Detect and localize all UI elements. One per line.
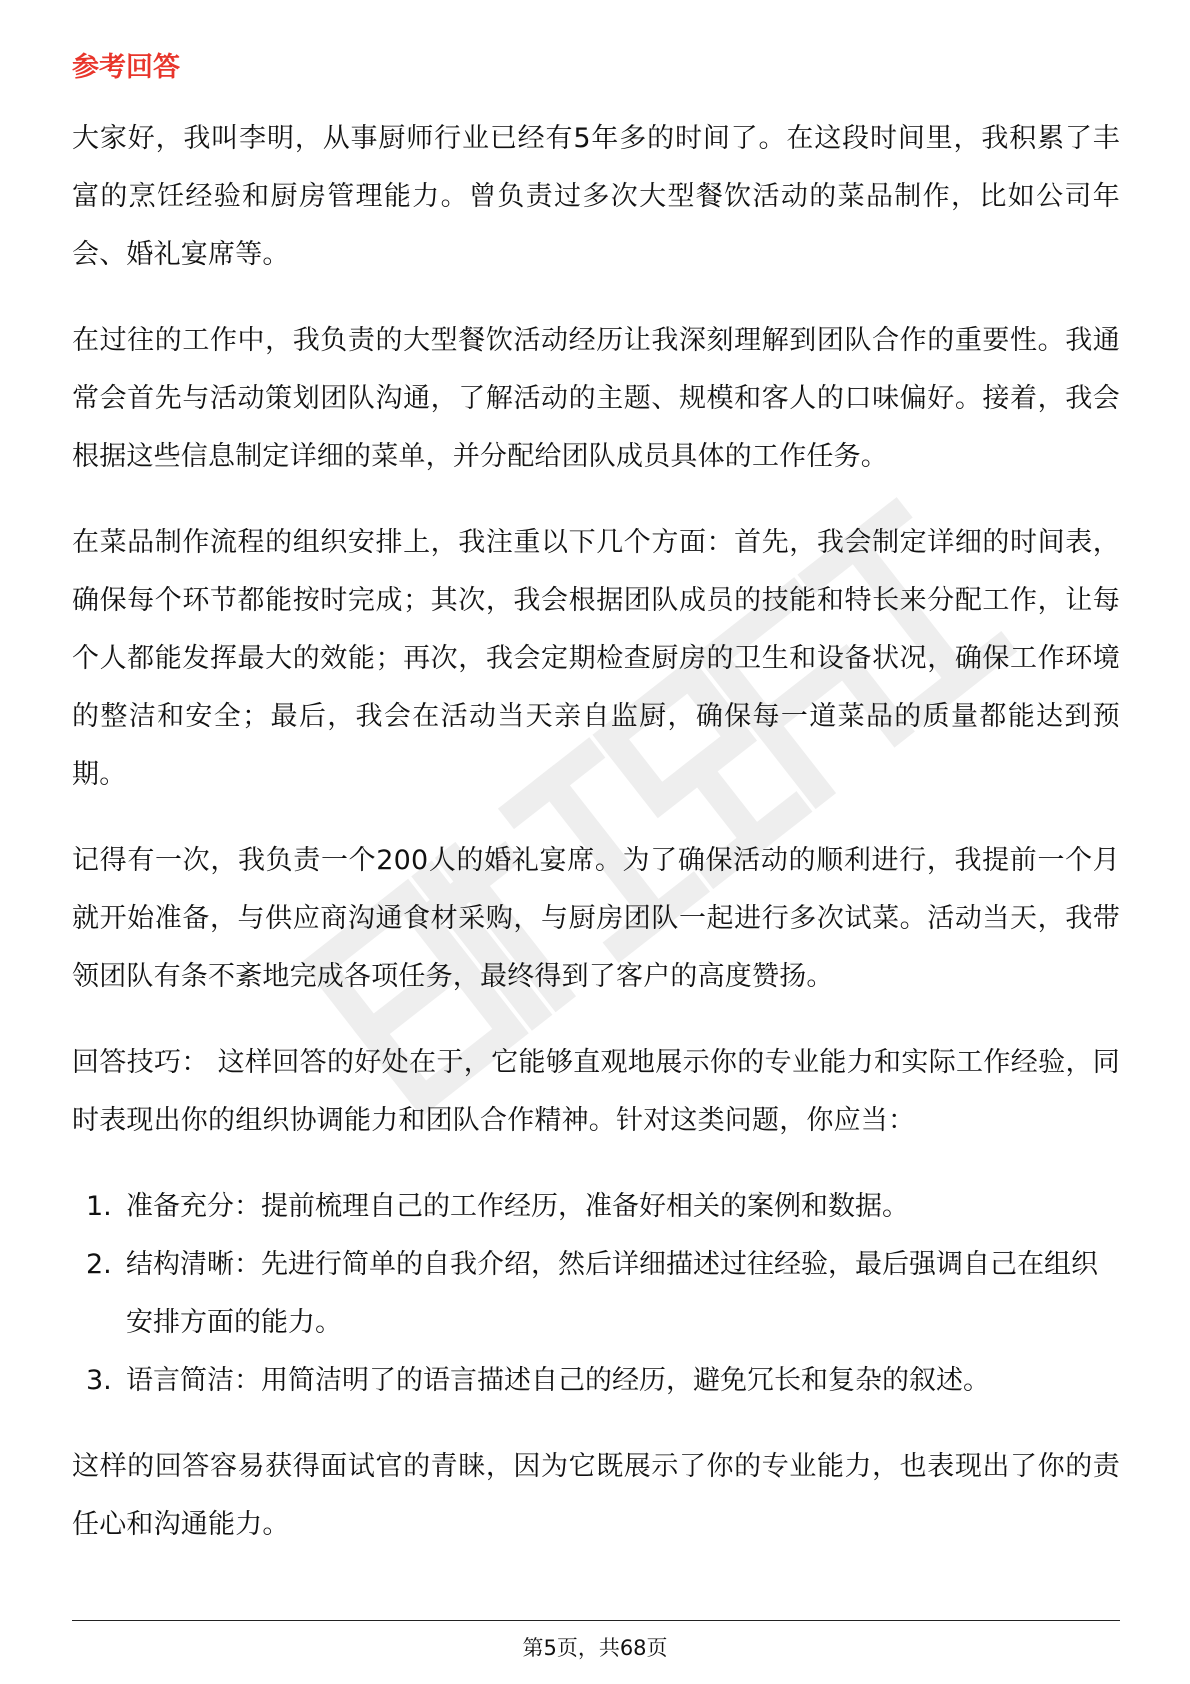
paragraph-example: 记得有一次，我负责一个200人的婚礼宴席。为了确保活动的顺利进行，我提前一个月就开始准备，与供应商沟通食材采购，与厨房团队一起进行多次试菜。活动当天，我带领团队有条不紊地完成各项任务，最终得到了客户的高度赞扬。 [72, 845, 1120, 992]
page-number: 第5页，共68页 [522, 1636, 668, 1660]
list-item [72, 1178, 1120, 1236]
footer-divider [72, 1620, 1120, 1621]
list-item [72, 1236, 1120, 1352]
paragraph-organization: 在菜品制作流程的组织安排上，我注重以下几个方面：首先，我会制定详细的时间表，确保每个环节都能按时完成；其次，我会根据团队成员的技能和特长来分配工作，让每个人都能发挥最大的效能；再次，我会定期检查厨房的卫生和设备状况，确保工作环境的整洁和安全；最后，我会在活动当天亲自监厨，确保每一道菜品的质量都能达到预期。 [72, 527, 1120, 790]
list-number: 1. [86, 1191, 112, 1222]
section-heading: 参考回答 [72, 52, 180, 83]
list-number: 2. [86, 1249, 112, 1280]
paragraph-intro: 大家好，我叫李明，从事厨师行业已经有5年多的时间了。在这段时间里，我积累了丰富的烹饪经验和厨房管理能力。曾负责过多次大型餐饮活动的菜品制作，比如公司年会、婚礼宴席等。 [72, 123, 1120, 270]
content [72, 48, 1120, 1582]
paragraph-teamwork: 在过往的工作中，我负责的大型餐饮活动经历让我深刻理解到团队合作的重要性。我通常会首先与活动策划团队沟通，了解活动的主题、规模和客人的口味偏好。接着，我会根据这些信息制定详细的菜单，并分配给团队成员具体的工作任务。 [72, 325, 1120, 472]
list-item-text: 准备充分：提前梳理自己的工作经历，准备好相关的案例和数据。 [126, 1191, 909, 1222]
list-item-text: 结构清晰：先进行简单的自我介绍，然后详细描述过往经验，最后强调自己在组织安排方面的能力。 [126, 1249, 1098, 1338]
tips-list [72, 1178, 1120, 1410]
paragraph-closing: 这样的回答容易获得面试官的青睐，因为它既展示了你的专业能力，也表现出了你的责任心和沟通能力。 [72, 1451, 1120, 1540]
paragraph-tips-intro: 回答技巧： 这样回答的好处在于，它能够直观地展示你的专业能力和实际工作经验，同时表现出你的组织协调能力和团队合作精神。针对这类问题，你应当： [72, 1047, 1120, 1136]
list-number: 3. [86, 1365, 112, 1396]
list-item [72, 1352, 1120, 1410]
list-item-text: 语言简洁：用简洁明了的语言描述自己的经历，避免冗长和复杂的叙述。 [126, 1365, 990, 1396]
